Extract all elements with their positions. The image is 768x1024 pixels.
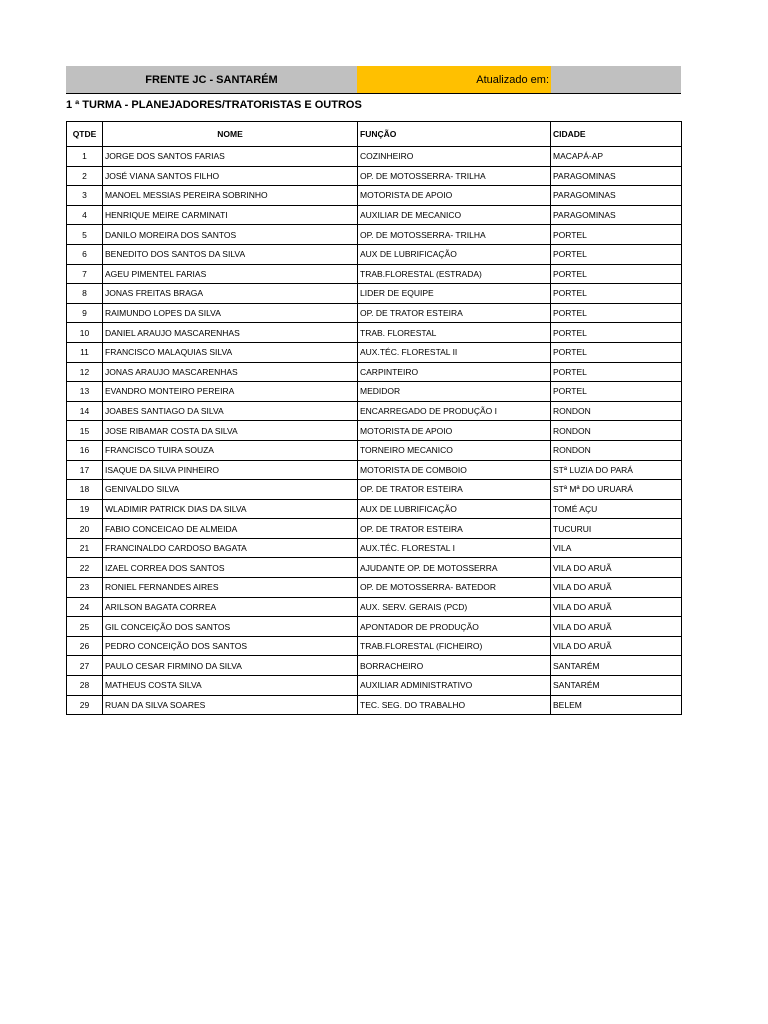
nome-cell: EVANDRO MONTEIRO PEREIRA (103, 382, 358, 402)
cidade-cell: VILA DO ARUÃ (551, 636, 682, 656)
cidade-cell: PARAGOMINAS (551, 186, 682, 206)
qtde-cell: 13 (67, 382, 103, 402)
cidade-cell: VILA DO ARUÃ (551, 578, 682, 598)
table-row (67, 323, 682, 343)
cidade-cell: MACAPÁ-AP (551, 147, 682, 167)
funcao-cell: TRAB.FLORESTAL (ESTRADA) (358, 264, 551, 284)
cidade-cell: PORTEL (551, 323, 682, 343)
nome-cell: RUAN DA SILVA SOARES (103, 695, 358, 715)
nome-cell: FRANCINALDO CARDOSO BAGATA (103, 538, 358, 558)
cidade-cell: PARAGOMINAS (551, 166, 682, 186)
roster-body (67, 147, 682, 715)
funcao-cell: OP. DE TRATOR ESTEIRA (358, 480, 551, 500)
cidade-cell: SANTARÉM (551, 676, 682, 696)
column-header-cidade: CIDADE (551, 122, 682, 147)
cidade-cell: TOMÉ AÇU (551, 499, 682, 519)
column-header-nome: NOME (103, 122, 358, 147)
nome-cell: PAULO CESAR FIRMINO DA SILVA (103, 656, 358, 676)
nome-cell: JONAS ARAUJO MASCARENHAS (103, 362, 358, 382)
updated-label: Atualizado em: (357, 66, 551, 93)
cidade-cell: PORTEL (551, 284, 682, 304)
table-row (67, 636, 682, 656)
cidade-cell: PARAGOMINAS (551, 205, 682, 225)
table-row (67, 440, 682, 460)
table-row (67, 342, 682, 362)
nome-cell: JOSÉ VIANA SANTOS FILHO (103, 166, 358, 186)
qtde-cell: 23 (67, 578, 103, 598)
cidade-cell: RONDON (551, 421, 682, 441)
funcao-cell: ENCARREGADO DE PRODUÇÃO I (358, 401, 551, 421)
funcao-cell: CARPINTEIRO (358, 362, 551, 382)
cidade-cell: RONDON (551, 440, 682, 460)
nome-cell: MATHEUS COSTA SILVA (103, 676, 358, 696)
funcao-cell: TRAB. FLORESTAL (358, 323, 551, 343)
qtde-cell: 18 (67, 480, 103, 500)
table-row (67, 656, 682, 676)
document-title: FRENTE JC - SANTARÉM (66, 66, 357, 93)
nome-cell: JOABES SANTIAGO DA SILVA (103, 401, 358, 421)
nome-cell: GIL CONCEIÇÃO DOS SANTOS (103, 617, 358, 637)
qtde-cell: 29 (67, 695, 103, 715)
qtde-cell: 25 (67, 617, 103, 637)
cidade-cell: VILA DO ARUÃ (551, 597, 682, 617)
qtde-cell: 26 (67, 636, 103, 656)
cidade-cell: STª LUZIA DO PARÁ (551, 460, 682, 480)
qtde-cell: 12 (67, 362, 103, 382)
column-header-funcao: FUNÇÃO (358, 122, 551, 147)
funcao-cell: AUXILIAR DE MECANICO (358, 205, 551, 225)
funcao-cell: OP. DE MOTOSSERRA- BATEDOR (358, 578, 551, 598)
qtde-cell: 28 (67, 676, 103, 696)
funcao-cell: TORNEIRO MECANICO (358, 440, 551, 460)
table-row (67, 421, 682, 441)
qtde-cell: 14 (67, 401, 103, 421)
nome-cell: ARILSON BAGATA CORREA (103, 597, 358, 617)
funcao-cell: OP. DE TRATOR ESTEIRA (358, 303, 551, 323)
table-row (67, 382, 682, 402)
qtde-cell: 20 (67, 519, 103, 539)
table-row (67, 558, 682, 578)
table-row (67, 695, 682, 715)
nome-cell: RAIMUNDO LOPES DA SILVA (103, 303, 358, 323)
funcao-cell: AUX DE LUBRIFICAÇÃO (358, 244, 551, 264)
table-row (67, 401, 682, 421)
qtde-cell: 22 (67, 558, 103, 578)
column-header-qtde: QTDE (67, 122, 103, 147)
table-row (67, 147, 682, 167)
nome-cell: FRANCISCO MALAQUIAS SILVA (103, 342, 358, 362)
qtde-cell: 1 (67, 147, 103, 167)
table-row (67, 617, 682, 637)
nome-cell: FRANCISCO TUIRA SOUZA (103, 440, 358, 460)
qtde-cell: 10 (67, 323, 103, 343)
nome-cell: IZAEL CORREA DOS SANTOS (103, 558, 358, 578)
nome-cell: JONAS FREITAS BRAGA (103, 284, 358, 304)
nome-cell: BENEDITO DOS SANTOS DA SILVA (103, 244, 358, 264)
funcao-cell: OP. DE MOTOSSERRA- TRILHA (358, 166, 551, 186)
qtde-cell: 7 (67, 264, 103, 284)
cidade-cell: SANTARÉM (551, 656, 682, 676)
qtde-cell: 4 (67, 205, 103, 225)
table-row (67, 264, 682, 284)
qtde-cell: 5 (67, 225, 103, 245)
table-row (67, 244, 682, 264)
funcao-cell: AUX.TÉC. FLORESTAL I (358, 538, 551, 558)
cidade-cell: VILA DO ARUÃ (551, 617, 682, 637)
qtde-cell: 21 (67, 538, 103, 558)
qtde-cell: 27 (67, 656, 103, 676)
table-row (67, 460, 682, 480)
funcao-cell: OP. DE TRATOR ESTEIRA (358, 519, 551, 539)
cidade-cell: TUCURUI (551, 519, 682, 539)
nome-cell: JORGE DOS SANTOS FARIAS (103, 147, 358, 167)
qtde-cell: 19 (67, 499, 103, 519)
qtde-cell: 11 (67, 342, 103, 362)
qtde-cell: 6 (67, 244, 103, 264)
table-row (67, 519, 682, 539)
roster-table (66, 121, 682, 715)
nome-cell: WLADIMIR PATRICK DIAS DA SILVA (103, 499, 358, 519)
nome-cell: FABIO CONCEICAO DE ALMEIDA (103, 519, 358, 539)
table-row (67, 225, 682, 245)
section-title: 1 ª TURMA - PLANEJADORES/TRATORISTAS E OUTROS (66, 99, 362, 111)
cidade-cell: VILA DO ARUÃ (551, 558, 682, 578)
qtde-cell: 9 (67, 303, 103, 323)
funcao-cell: MOTORISTA DE APOIO (358, 421, 551, 441)
qtde-cell: 24 (67, 597, 103, 617)
cidade-cell: STª Mª DO URUARÁ (551, 480, 682, 500)
nome-cell: JOSE RIBAMAR COSTA DA SILVA (103, 421, 358, 441)
nome-cell: DANILO MOREIRA DOS SANTOS (103, 225, 358, 245)
nome-cell: DANIEL ARAUJO MASCARENHAS (103, 323, 358, 343)
table-row (67, 284, 682, 304)
qtde-cell: 15 (67, 421, 103, 441)
table-row (67, 538, 682, 558)
funcao-cell: OP. DE MOTOSSERRA- TRILHA (358, 225, 551, 245)
nome-cell: RONIEL FERNANDES AIRES (103, 578, 358, 598)
nome-cell: HENRIQUE MEIRE CARMINATI (103, 205, 358, 225)
cidade-cell: PORTEL (551, 225, 682, 245)
table-row (67, 480, 682, 500)
table-row (67, 205, 682, 225)
cidade-cell: VILA (551, 538, 682, 558)
funcao-cell: TEC. SEG. DO TRABALHO (358, 695, 551, 715)
funcao-cell: MEDIDOR (358, 382, 551, 402)
funcao-cell: MOTORISTA DE COMBOIO (358, 460, 551, 480)
funcao-cell: AUX DE LUBRIFICAÇÃO (358, 499, 551, 519)
qtde-cell: 2 (67, 166, 103, 186)
funcao-cell: APONTADOR DE PRODUÇÃO (358, 617, 551, 637)
table-row (67, 303, 682, 323)
qtde-cell: 16 (67, 440, 103, 460)
cidade-cell: PORTEL (551, 342, 682, 362)
funcao-cell: LIDER DE EQUIPE (358, 284, 551, 304)
nome-cell: GENIVALDO SILVA (103, 480, 358, 500)
nome-cell: ISAQUE DA SILVA PINHEIRO (103, 460, 358, 480)
funcao-cell: AJUDANTE OP. DE MOTOSSERRA (358, 558, 551, 578)
funcao-cell: BORRACHEIRO (358, 656, 551, 676)
cidade-cell: PORTEL (551, 382, 682, 402)
funcao-cell: AUX. SERV. GERAIS (PCD) (358, 597, 551, 617)
qtde-cell: 17 (67, 460, 103, 480)
table-row (67, 578, 682, 598)
table-row (67, 676, 682, 696)
funcao-cell: AUXILIAR ADMINISTRATIVO (358, 676, 551, 696)
funcao-cell: MOTORISTA DE APOIO (358, 186, 551, 206)
nome-cell: PEDRO CONCEIÇÃO DOS SANTOS (103, 636, 358, 656)
header-bar (66, 66, 681, 94)
table-row (67, 362, 682, 382)
cidade-cell: PORTEL (551, 303, 682, 323)
funcao-cell: AUX.TÉC. FLORESTAL II (358, 342, 551, 362)
nome-cell: MANOEL MESSIAS PEREIRA SOBRINHO (103, 186, 358, 206)
funcao-cell: TRAB.FLORESTAL (FICHEIRO) (358, 636, 551, 656)
qtde-cell: 3 (67, 186, 103, 206)
cidade-cell: PORTEL (551, 264, 682, 284)
table-row (67, 499, 682, 519)
cidade-cell: RONDON (551, 401, 682, 421)
funcao-cell: COZINHEIRO (358, 147, 551, 167)
updated-value-cell (551, 66, 681, 93)
table-row (67, 186, 682, 206)
cidade-cell: BELEM (551, 695, 682, 715)
table-header-row (67, 122, 682, 147)
cidade-cell: PORTEL (551, 244, 682, 264)
table-row (67, 597, 682, 617)
qtde-cell: 8 (67, 284, 103, 304)
cidade-cell: PORTEL (551, 362, 682, 382)
table-row (67, 166, 682, 186)
nome-cell: AGEU PIMENTEL FARIAS (103, 264, 358, 284)
